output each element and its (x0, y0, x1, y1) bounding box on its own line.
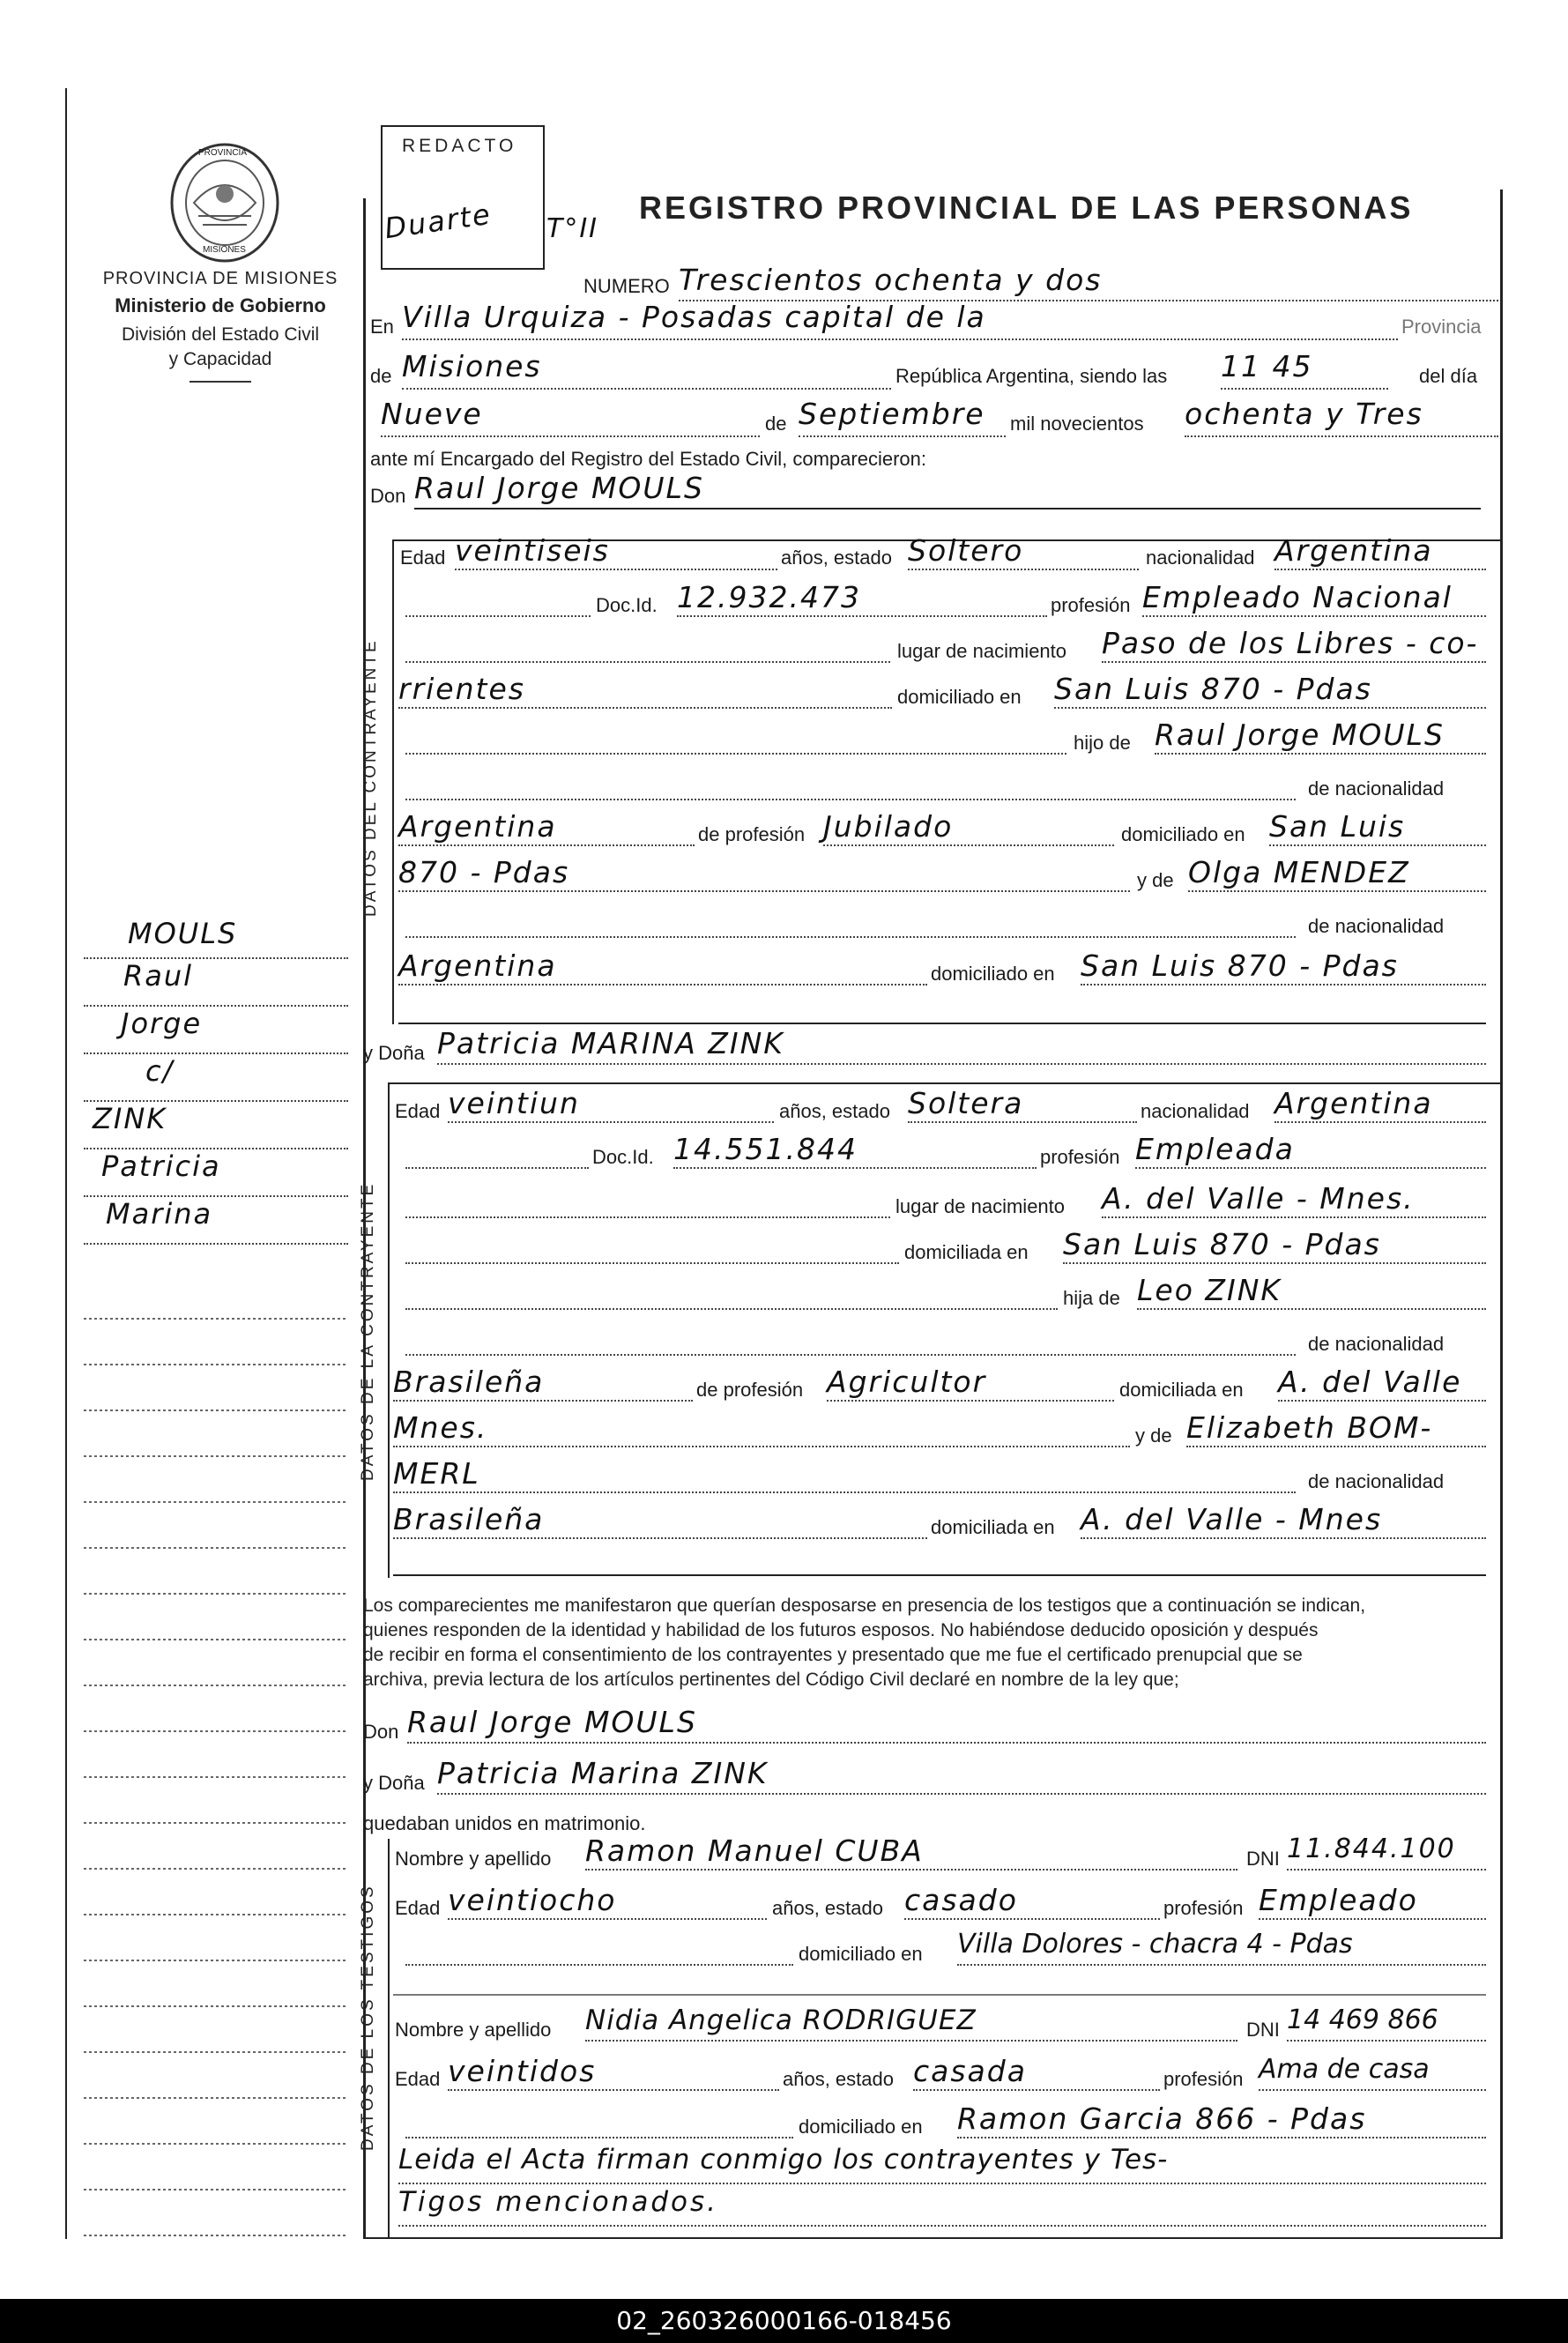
numero-value: Trescientos ochenta y dos (679, 263, 1103, 297)
margin-note-line: Marina (84, 1197, 348, 1245)
t1-anios-label: años, estado (772, 1897, 883, 1919)
left-heading-rule (189, 381, 251, 383)
closing-note-line-2 (398, 2186, 1486, 2227)
don-field (414, 471, 1481, 510)
t2-dom-label: domiciliado en (799, 2116, 923, 2138)
c-de-nac-label: de nacionalidad (1308, 777, 1445, 800)
c-de-nac-label-2: de nacionalidad (1308, 915, 1445, 937)
t1-dom-blank (405, 1929, 793, 1966)
t2-dni-value: 14 469 866 (1287, 2005, 1438, 2035)
declaration-line: de recibir en forma el consentimiento de los contrayentes y presentado que me fue el certificado prenupcial que se (363, 1645, 1303, 1665)
c-hijo-label: hijo de (1074, 732, 1131, 754)
provincia-value: Misiones (402, 349, 542, 383)
t1-edad-label: Edad (395, 1897, 441, 1919)
c-edad-label: Edad (400, 547, 446, 569)
c-nacionalidad-value: Argentina (1274, 533, 1433, 568)
c-profesion-value: Empleado Nacional (1142, 580, 1453, 614)
c-doc-field (677, 580, 1047, 617)
republica-label: República Argentina, siendo las (895, 365, 1168, 387)
c-nac2-blank (405, 901, 1296, 938)
f-padre-dom-value-2: Mnes. (393, 1410, 488, 1445)
de-label: de (370, 365, 392, 387)
f-madre-nac-value: Brasileña (393, 1502, 545, 1536)
t2-estado-value: casada (913, 2054, 1027, 2088)
dona-value: Patricia MARINA ZINK (437, 1026, 784, 1060)
provincia-label: Provincia (1401, 316, 1482, 338)
dia-field (381, 397, 760, 437)
closing-note-1: Leida el Acta firman conmigo los contrayentes y Tes- (398, 2144, 1169, 2176)
t1-end-line (393, 1994, 1486, 1996)
f-nacionalidad-value: Argentina (1274, 1086, 1433, 1120)
c-madre-nac-value: Argentina (398, 948, 557, 983)
f-lugar-field (1102, 1181, 1486, 1218)
decl-dona-value: Patricia Marina ZINK (437, 1756, 769, 1790)
f-padre-prof-field (827, 1365, 1114, 1402)
de-label-2: de (765, 413, 787, 435)
f-domicilio-value: San Luis 870 - Pdas (1063, 1227, 1381, 1261)
c-end-line (398, 1023, 1486, 1024)
c-padre-prof-value: Jubilado (823, 809, 954, 844)
f-padre-prof-value: Agricultor (827, 1365, 987, 1399)
don-value: Raul Jorge MOULS (414, 471, 704, 505)
t2-estado-field (913, 2054, 1160, 2091)
margin-note-line: MOULS (84, 917, 348, 959)
mes-value: Septiembre (799, 397, 985, 431)
f-estado-value: Soltera (908, 1086, 1024, 1120)
c-lugar-value-2: rrientes (398, 672, 525, 706)
f-edad-label: Edad (395, 1100, 441, 1122)
c-domiciliado-label: domiciliado en (1121, 823, 1245, 845)
f-nacionalidad-field (1274, 1086, 1486, 1123)
redacto-box (381, 125, 545, 270)
c-padre-dom2-field (398, 855, 1130, 892)
t2-prof-value: Ama de casa (1259, 2054, 1430, 2085)
seal-text-top: PROVINCIA (198, 148, 248, 158)
c-lugar-value: Paso de los Libres - co- (1102, 626, 1479, 660)
t2-nombre-field (585, 2005, 1237, 2042)
contrayenta-section-label: DATOS DE LA CONTRAYENTE (359, 1181, 377, 1481)
t2-dni-label: DNI (1246, 2019, 1280, 2041)
f-madre-dom-value: A. del Valle - Mnes (1081, 1502, 1383, 1536)
left-heading-ministry: Ministerio de Gobierno (115, 294, 326, 316)
declaration-line: archiva, previa lectura de los artículos pertinentes del Código Civil declaré en nombre de la ley que; (363, 1670, 1179, 1690)
t2-nombre-label: Nombre y apellido (395, 2019, 552, 2041)
declaration-line: quienes responden de la identidad y habilidad de los futuros esposos. No habiéndose deducido oposición y después (363, 1620, 1319, 1640)
t1-dni-field (1287, 1833, 1486, 1871)
c-madre-dom-value: San Luis 870 - Pdas (1081, 948, 1399, 983)
t1-dom-label: domiciliado en (799, 1943, 923, 1965)
closing-note-line-1 (398, 2144, 1486, 2184)
mil-label: mil novecientos (1010, 413, 1144, 435)
registry-title: REGISTRO PROVINCIAL DE LAS PERSONAS (639, 190, 1414, 226)
t2-edad-field (448, 2054, 779, 2091)
c-domicilio-field (1054, 672, 1486, 709)
en-field (402, 300, 1398, 340)
testigos-section-label: DATOS DE LOS TESTIGOS (359, 1884, 377, 2151)
c-nac-blank (405, 763, 1296, 800)
t1-nombre-label: Nombre y apellido (395, 1848, 552, 1870)
anio-value: ochenta y Tres (1185, 397, 1423, 431)
provincial-seal (167, 141, 282, 264)
f-dom-blank (405, 1227, 899, 1264)
c-padre-prof-field (823, 809, 1114, 846)
t1-estado-field (904, 1883, 1160, 1920)
c-estado-field (908, 533, 1139, 570)
c-lugar2-field (398, 672, 892, 709)
f-de-nac-label: de nacionalidad (1308, 1333, 1445, 1355)
t1-dni-value: 11.844.100 (1287, 1833, 1456, 1864)
y-dona-label: y Doña (363, 1042, 425, 1064)
t1-dni-label: DNI (1246, 1848, 1280, 1870)
f-madre-value-2: MERL (393, 1456, 480, 1491)
f-padre-nac-value: Brasileña (393, 1365, 545, 1399)
provincia-field (402, 349, 891, 390)
c-doc-label: Doc.Id. (596, 594, 658, 616)
redacto-label: REDACTO (402, 136, 517, 156)
f-padre-field (1137, 1273, 1486, 1310)
f-hija-blank (405, 1273, 1058, 1310)
don-label: Don (370, 485, 406, 507)
margin-note-line: Jorge (84, 1007, 348, 1054)
f-de-profesion-label: de profesión (696, 1379, 804, 1401)
t2-dom-value: Ramon Garcia 866 - Pdas (957, 2101, 1367, 2136)
t1-nombre-field (585, 1833, 1237, 1871)
c-nacionalidad-field (1274, 533, 1486, 570)
f-madre2-field (393, 1456, 1296, 1493)
f-doc-label: Doc.Id. (592, 1146, 654, 1168)
c-lugar-field (1102, 626, 1486, 663)
f-de-nac-label-2: de nacionalidad (1308, 1470, 1445, 1492)
f-madre-nac-field (393, 1502, 927, 1539)
left-heading-division: División del Estado Civil (121, 324, 320, 345)
c-anios-label: años, estado (781, 547, 892, 569)
del-dia-label: del día (1419, 365, 1478, 387)
f-y-de-label: y de (1135, 1424, 1172, 1447)
t2-dom-field (957, 2101, 1486, 2138)
mes-field (799, 397, 1006, 437)
tomo-value: T°II (546, 213, 599, 244)
f-doc-field (673, 1132, 1037, 1169)
c-lugar-blank (405, 626, 890, 663)
c-estado-value: Soltero (908, 533, 1024, 568)
t1-edad-value: veintiocho (448, 1883, 617, 1917)
c-doc-value: 12.932.473 (677, 580, 861, 614)
c-madre-nac-field (398, 948, 927, 986)
f-doc-blank (405, 1132, 589, 1169)
en-label: En (370, 316, 394, 338)
left-heading-capacity: y Capacidad (168, 349, 272, 369)
bottom-border-line (363, 2237, 1502, 2239)
c-madre-field (1188, 855, 1486, 892)
margin-blank-lines (84, 1274, 348, 2243)
margin-note-line: c/ (84, 1054, 348, 1102)
c-padre-dom-value-2: 870 - Pdas (398, 855, 570, 889)
decl-don-field (407, 1705, 1486, 1744)
f-madre-dom-label: domiciliada en (931, 1516, 1055, 1538)
left-heading-province: PROVINCIA DE MISIONES (102, 269, 338, 288)
f-domicilio-label: domiciliada en (904, 1241, 1029, 1263)
declaration-line: Los comparecientes me manifestaron que querían desposarse en presencia de los testigos que a continuación se indican, (363, 1595, 1366, 1616)
decl-don-value: Raul Jorge MOULS (407, 1705, 697, 1739)
c-hijo-blank (405, 718, 1066, 755)
f-hija-label: hija de (1063, 1287, 1120, 1309)
t1-prof-value: Empleado (1259, 1883, 1418, 1917)
contrayente-section-label: DATOS DEL CONTRAYENTE (361, 638, 380, 917)
f-domiciliada-label: domiciliada en (1119, 1379, 1244, 1401)
ante-text: ante mí Encargado del Registro del Estado Civil, comparecieron: (370, 448, 926, 470)
f-profesion-field (1135, 1132, 1486, 1169)
numero-field (679, 263, 1498, 301)
anio-field (1185, 397, 1498, 437)
f-padre-dom-value: A. del Valle (1278, 1365, 1462, 1399)
t1-dom-field (957, 1929, 1486, 1966)
footer-bar (0, 2299, 1568, 2343)
c-padre-nac-field (398, 809, 695, 846)
t1-dom-value: Villa Dolores - chacra 4 - Pdas (957, 1929, 1353, 1960)
f-nacionalidad-label: nacionalidad (1141, 1100, 1250, 1122)
f-padre-dom-field (1278, 1365, 1486, 1402)
f-profesion-label: profesión (1040, 1146, 1120, 1168)
f-edad-field (448, 1086, 774, 1123)
c-padre-nac-value: Argentina (398, 809, 557, 844)
f-edad-value: veintiun (448, 1086, 580, 1120)
t2-prof-field (1259, 2054, 1486, 2091)
c-profesion-label: profesión (1051, 594, 1131, 616)
dia-value: Nueve (381, 397, 483, 431)
c-de-profesion-label: de profesión (698, 823, 806, 845)
f-padre-nac-field (393, 1365, 693, 1402)
t2-prof-label: profesión (1163, 2068, 1244, 2090)
decl-don-label: Don (363, 1721, 399, 1743)
t2-dni-field (1287, 2005, 1486, 2042)
left-heading (88, 269, 353, 383)
seal-text-bottom: MISIONES (203, 245, 246, 255)
f-anios-label: años, estado (779, 1100, 890, 1122)
t1-prof-field (1259, 1883, 1486, 1920)
f-lugar-blank (405, 1181, 890, 1218)
c-edad-value: veintiseis (455, 533, 610, 568)
left-margin-line (65, 88, 67, 2239)
f-domicilio-field (1063, 1227, 1486, 1264)
t2-anios-label: años, estado (783, 2068, 894, 2090)
t1-prof-label: profesión (1163, 1897, 1244, 1919)
c-madre-value: Olga MENDEZ (1188, 855, 1410, 889)
t2-edad-value: veintidos (448, 2054, 597, 2088)
c-madre-dom-label: domiciliado en (931, 963, 1055, 985)
margin-note-line: Raul (84, 959, 348, 1007)
f-lugar-value: A. del Valle - Mnes. (1102, 1181, 1415, 1216)
decl-dona-field (437, 1756, 1486, 1795)
margin-note (84, 917, 348, 1245)
declaration-text (363, 1594, 1500, 1692)
f-estado-field (908, 1086, 1137, 1123)
c-doc-blank (405, 580, 591, 617)
c-padre-dom-value: San Luis (1269, 809, 1406, 844)
footer-id: 02_260326000166-018456 (616, 2306, 952, 2335)
f-doc-value: 14.551.844 (673, 1132, 858, 1166)
f-madre-value: Elizabeth BOM- (1186, 1410, 1433, 1445)
margin-note-line: Patricia (84, 1149, 348, 1197)
c-padre-value: Raul Jorge MOULS (1155, 718, 1445, 752)
c-madre-dom-field (1081, 948, 1486, 986)
closing-note-2: Tigos mencionados. (398, 2186, 719, 2218)
hora-value: 11 45 (1221, 349, 1313, 383)
dona-field (437, 1026, 1486, 1065)
decl-dona-label: y Doña (363, 1772, 425, 1794)
c-padre-field (1155, 718, 1486, 755)
c-domicilio-label: domiciliado en (897, 686, 1022, 708)
t2-nombre-value: Nidia Angelica RODRIGUEZ (585, 2005, 977, 2036)
hora-field (1221, 349, 1388, 390)
c-profesion-field (1142, 580, 1486, 617)
f-padre-value: Leo ZINK (1137, 1273, 1282, 1307)
f-nac-blank (405, 1319, 1296, 1356)
t2-dom-blank (405, 2101, 793, 2138)
f-madre-dom-field (1081, 1502, 1486, 1539)
decl-closing: quedaban unidos en matrimonio. (363, 1812, 646, 1834)
c-edad-field (455, 533, 777, 570)
f-profesion-value: Empleada (1135, 1132, 1295, 1166)
f-padre-dom2-field (393, 1410, 1130, 1447)
t1-edad-field (448, 1883, 767, 1920)
f-madre-field (1186, 1410, 1486, 1447)
c-lugar-label: lugar de nacimiento (897, 640, 1067, 662)
t2-edad-label: Edad (395, 2068, 441, 2090)
c-domicilio-value: San Luis 870 - Pdas (1054, 672, 1372, 706)
redacto-name: Duarte (382, 197, 494, 246)
c-y-de-label: y de (1137, 869, 1174, 891)
t1-nombre-value: Ramon Manuel CUBA (585, 1833, 924, 1868)
margin-note-line: ZINK (84, 1102, 348, 1149)
numero-label: NUMERO (583, 275, 670, 297)
c-padre-dom-field (1269, 809, 1486, 846)
f-end-line (393, 1574, 1486, 1576)
en-value: Villa Urquiza - Posadas capital de la (402, 300, 986, 334)
f-lugar-label: lugar de nacimiento (895, 1195, 1066, 1217)
t1-estado-value: casado (904, 1883, 1018, 1917)
c-nacionalidad-label: nacionalidad (1146, 547, 1255, 569)
